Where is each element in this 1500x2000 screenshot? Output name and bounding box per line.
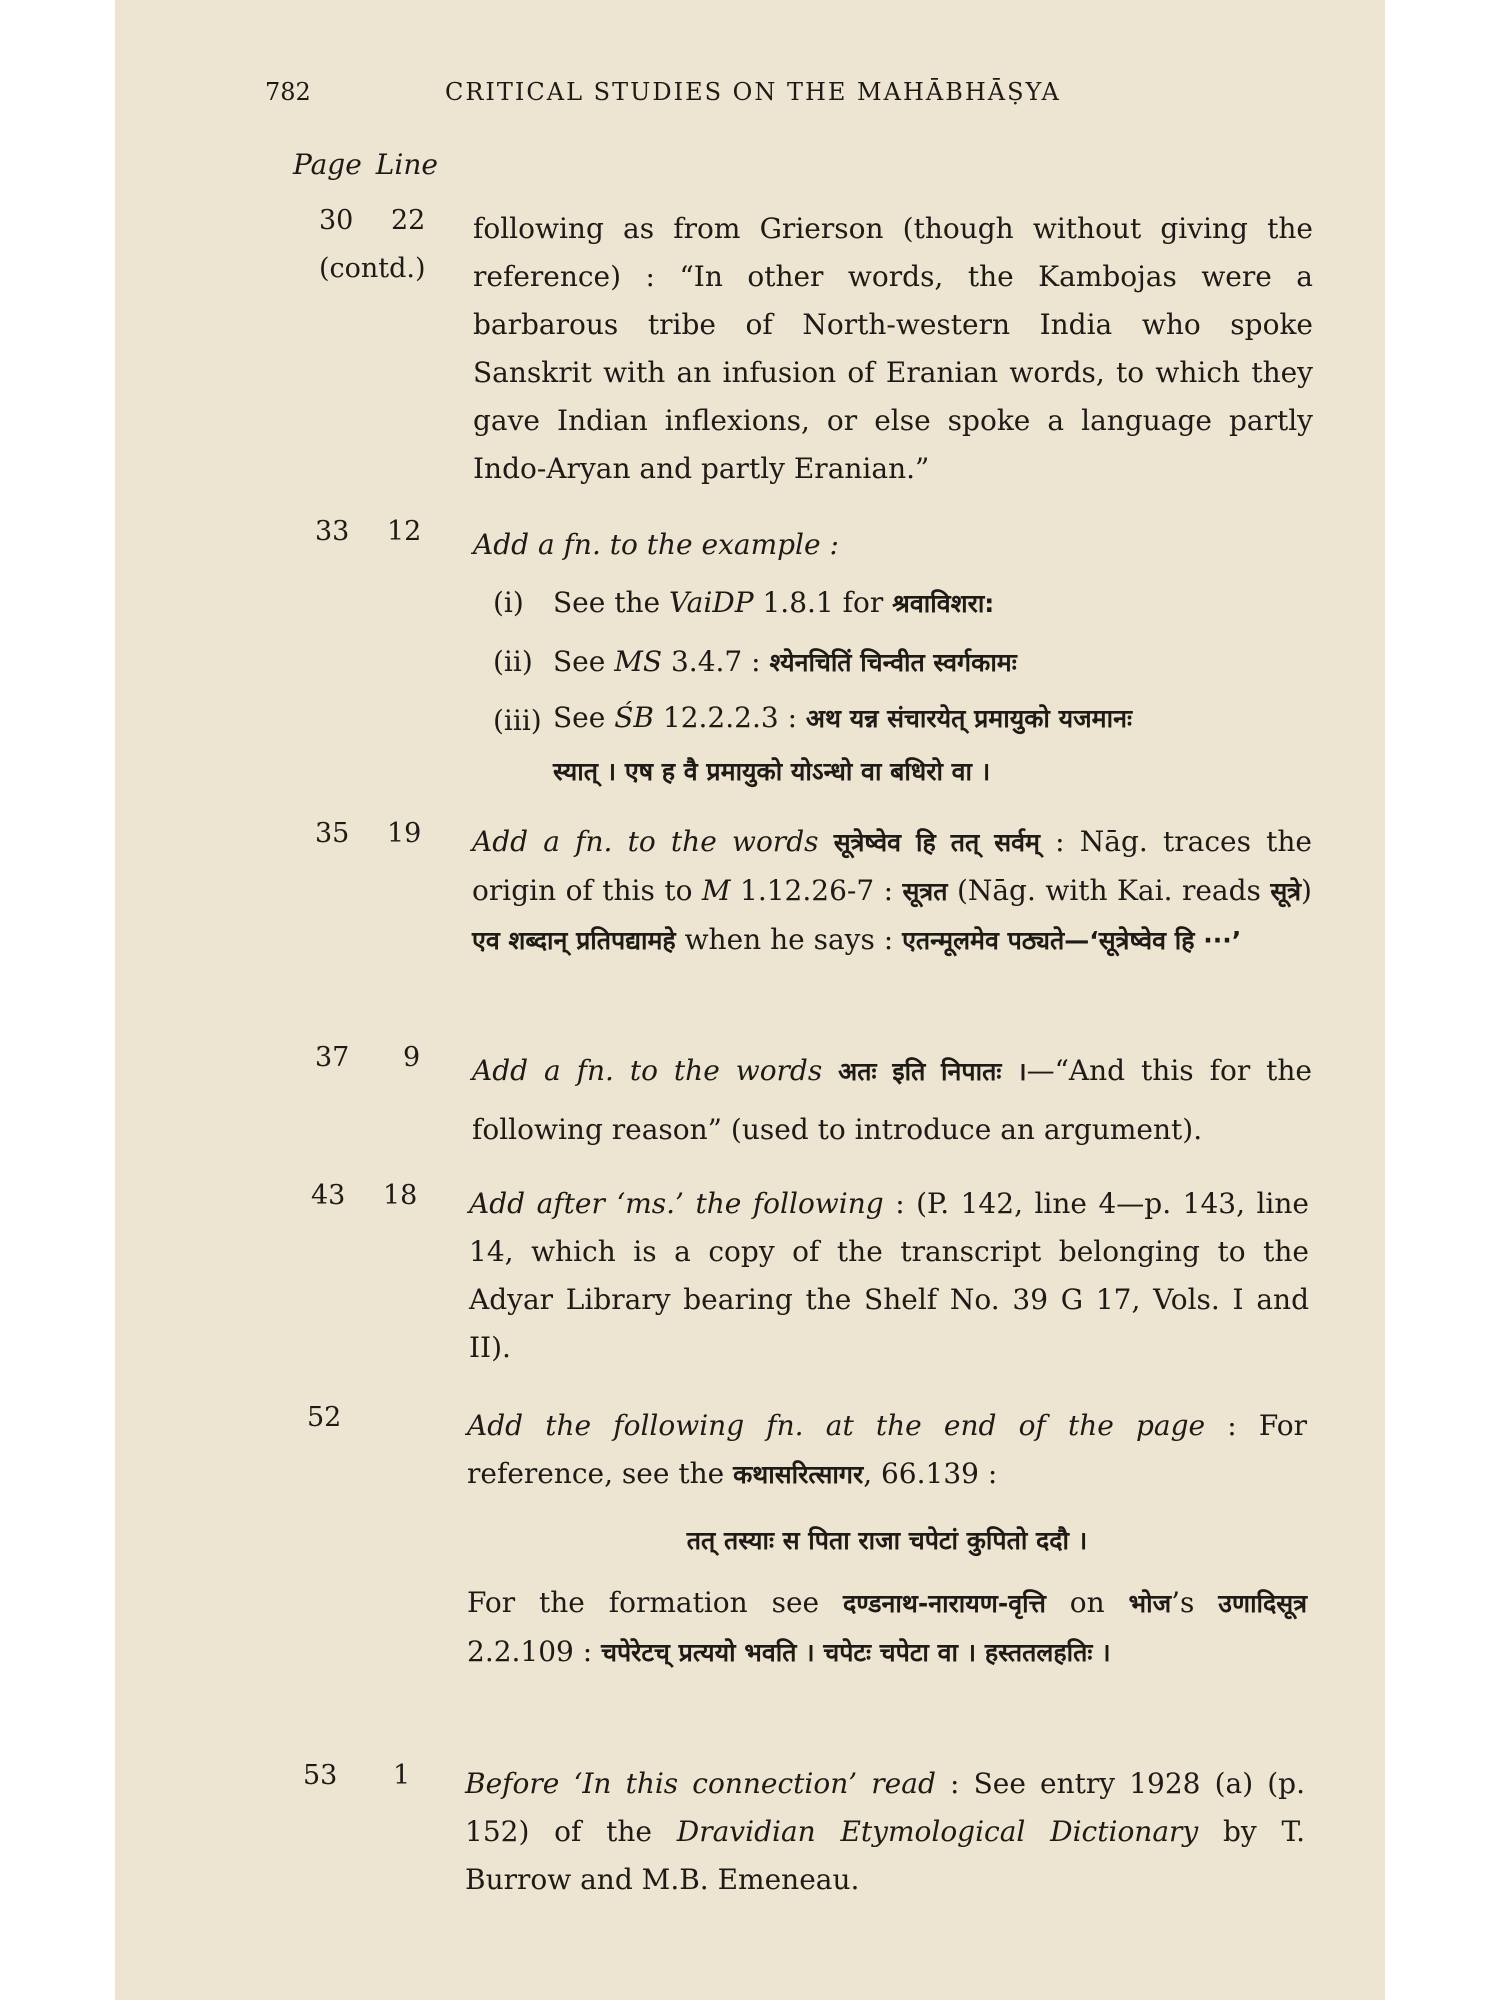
page-number: 782 [265, 78, 311, 106]
sub-abbrev: MS [614, 645, 663, 678]
sub-text: See the [553, 586, 669, 619]
sub-item [493, 574, 1313, 633]
sub-text: See [553, 645, 615, 678]
page-header [265, 78, 1225, 114]
sub-item [493, 692, 1313, 798]
entry-line: 1 [393, 1760, 411, 1791]
entry-paragraph: For the formation see दण्डनाथ-नारायण-वृत्ति on भोज’s उणादिसूत्र 2.2.109 : चपेरेटच् प्रत्ययो भवति । चपेटः चपेटा वा । हस्ततलहतिः । [467, 1586, 1307, 1668]
entry-text [472, 1042, 1312, 1159]
entry-paragraph: Before ‘In this connection’ read : See entry 1928 (a) (p. 152) of the Dravidian Etymological Dictionary by T. Burrow and M.B. Emeneau. [465, 1767, 1305, 1896]
running-title: CRITICAL STUDIES ON THE MAHĀBHĀṢYA [445, 78, 1061, 106]
sanskrit-quote: श्येनचितिं चिन्वीत स्वर्गकामः [769, 648, 1017, 677]
sanskrit-quote: अथ यन्न संचारयेत् प्रमायुको यजमानः [805, 704, 1133, 733]
entry-paragraph: Add a fn. to the words अतः इति निपातः ।—“And this for the following reason” (used to introduce an argument). [472, 1054, 1312, 1146]
entry-line: 19 [387, 818, 422, 849]
column-headings [293, 148, 438, 181]
sub-item [493, 633, 1313, 692]
entry-page: 37 [315, 1042, 350, 1073]
sub-item-number: (iii) [493, 704, 542, 737]
entry-page: 52 [307, 1402, 342, 1433]
sub-text: See [553, 701, 615, 734]
entry-line: 9 [403, 1042, 421, 1073]
entry-lead: Add a fn. to the example : [473, 528, 839, 561]
entry-line: 22 [391, 205, 426, 236]
sanskrit-quote: स्यात् । एष ह वै प्रमायुको योऽन्धो वा बधिरो वा । [553, 757, 991, 786]
entry-text [469, 1180, 1309, 1372]
line-column-heading: Line [375, 148, 438, 181]
sub-item-number: (ii) [493, 645, 533, 678]
entry-page: 35 [315, 818, 350, 849]
entry-page: 53 [303, 1760, 338, 1791]
entry-text [465, 1760, 1305, 1904]
page-column-heading: Page [293, 148, 362, 181]
entry-page: 30 [319, 205, 354, 236]
entry-contd: (contd.) [319, 253, 426, 284]
entry-page: 33 [315, 516, 350, 547]
entry-line: 18 [383, 1180, 418, 1211]
book-page [115, 0, 1385, 2000]
sub-abbrev: VaiDP [668, 586, 754, 619]
sanskrit-quote: श्रवाविशरा: [892, 589, 995, 618]
entry-paragraph: Add a fn. to the words सूत्रेष्वेव हि तत् सर्वम् : Nāg. traces the origin of this to M 1.12.26-7 : सूत्रत (Nāg. with Kai. reads सूत्रे) एव शब्दान् प्रतिपद्यामहे when he says : एतन्मूलमेव पठ्यते—‘सूत्रेष्वेव हि ···’ [472, 825, 1313, 956]
sanskrit-verse: तत् तस्याः स पिता राजा चपेटां कुपितो ददौ । [686, 1526, 1088, 1555]
entry-page: 43 [311, 1180, 346, 1211]
entry-paragraph: following as from Grierson (though without giving the reference) : “In other words, the Kambojas were a barbarous tribe of North-western India who spoke Sanskrit with an infusion of Eranian words, to which they gave Indian inflexions, or else spoke a language partly Indo-Aryan and partly Eranian.” [473, 212, 1313, 485]
sub-item-number: (i) [493, 586, 524, 619]
entry-line: 12 [387, 516, 422, 547]
sub-text: 3.4.7 : [662, 645, 770, 678]
entry-paragraph: Add after ‘ms.’ the following : (P. 142, line 4—p. 143, line 14, which is a copy of the transcript belonging to the Adyar Library bearing the Shelf No. 39 G 17, Vols. I and II). [469, 1187, 1309, 1364]
entry-text [467, 1402, 1307, 1677]
entry-text [472, 818, 1312, 965]
sub-abbrev: ŚB [614, 701, 654, 734]
entry-text [473, 516, 1313, 798]
sub-text: 12.2.2.3 : [654, 701, 806, 734]
entry-paragraph: Add the following fn. at the end of the page : For reference, see the कथासरित्सागर, 66.139 : [467, 1409, 1307, 1490]
entry-text [473, 205, 1313, 493]
sub-text: 1.8.1 for [753, 586, 893, 619]
